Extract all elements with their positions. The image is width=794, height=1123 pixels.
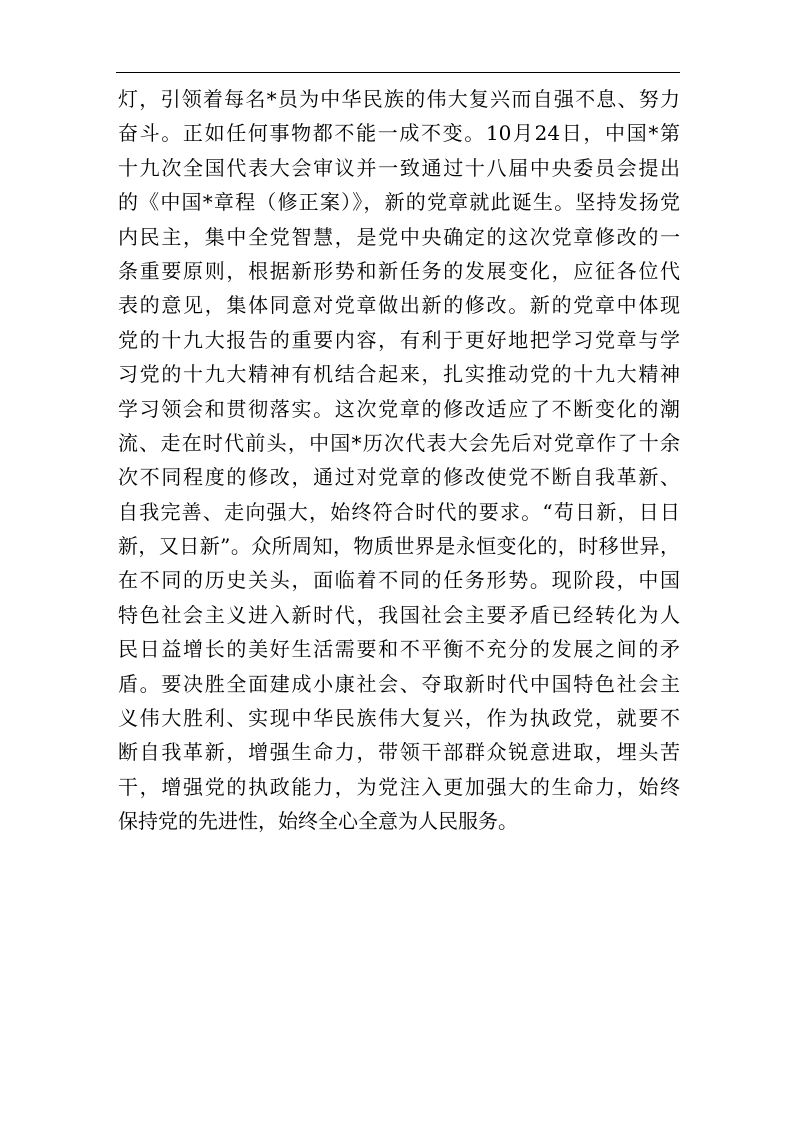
paragraph-line: 十九次全国代表大会审议并一致通过十八届中央委员会提出 (118, 155, 680, 180)
paragraph-line: 干，增强党的执政能力，为党注入更加强大的生命力，始终 (118, 774, 680, 799)
paragraph-line: 奋斗。正如任何事物都不能一成不变。10月24日，中国*第 (118, 121, 680, 146)
paragraph-line: 内民主，集中全党智慧，是党中央确定的这次党章修改的一 (118, 224, 680, 249)
paragraph-line: 义伟大胜利、实现中华民族伟大复兴，作为执政党，就要不 (118, 706, 680, 731)
paragraph-line: 民日益增长的美好生活需要和不平衡不充分的发展之间的矛 (118, 637, 680, 662)
paragraph-line: 习党的十九大精神有机结合起来，扎实推动党的十九大精神 (118, 362, 680, 387)
paragraph-line: 的《中国*章程（修正案）》，新的党章就此诞生。坚持发扬党 (118, 190, 680, 215)
paragraph-line: 在不同的历史关头，面临着不同的任务形势。现阶段，中国 (118, 568, 680, 593)
paragraph-line: 表的意见，集体同意对党章做出新的修改。新的党章中体现 (118, 293, 680, 318)
paragraph-line: 新，又日新”。众所周知，物质世界是永恒变化的，时移世异， (118, 534, 680, 559)
paragraph-line: 党的十九大报告的重要内容，有利于更好地把学习党章与学 (118, 327, 680, 352)
paragraph-line: 断自我革新，增强生命力，带领干部群众锐意进取，埋头苦 (118, 740, 680, 765)
paragraph-line: 次不同程度的修改，通过对党章的修改使党不断自我革新、 (118, 465, 680, 490)
paragraph-line: 保持党的先进性，始终全心全意为人民服务。 (118, 809, 518, 834)
paragraph-line: 自我完善、走向强大，始终符合时代的要求。“苟日新，日日 (118, 499, 680, 524)
paragraph-line: 特色社会主义进入新时代，我国社会主要矛盾已经转化为人 (118, 602, 680, 627)
body-paragraph (118, 82, 680, 839)
paragraph-line: 学习领会和贯彻落实。这次党章的修改适应了不断变化的潮 (118, 396, 680, 421)
paragraph-line: 盾。要决胜全面建成小康社会、夺取新时代中国特色社会主 (118, 671, 680, 696)
header-rule (116, 72, 680, 73)
paragraph-line: 灯，引领着每名*员为中华民族的伟大复兴而自强不息、努力 (118, 87, 680, 111)
paragraph-line: 条重要原则，根据新形势和新任务的发展变化，应征各位代 (118, 258, 680, 283)
paragraph-line: 流、走在时代前头，中国*历次代表大会先后对党章作了十余 (118, 430, 680, 455)
